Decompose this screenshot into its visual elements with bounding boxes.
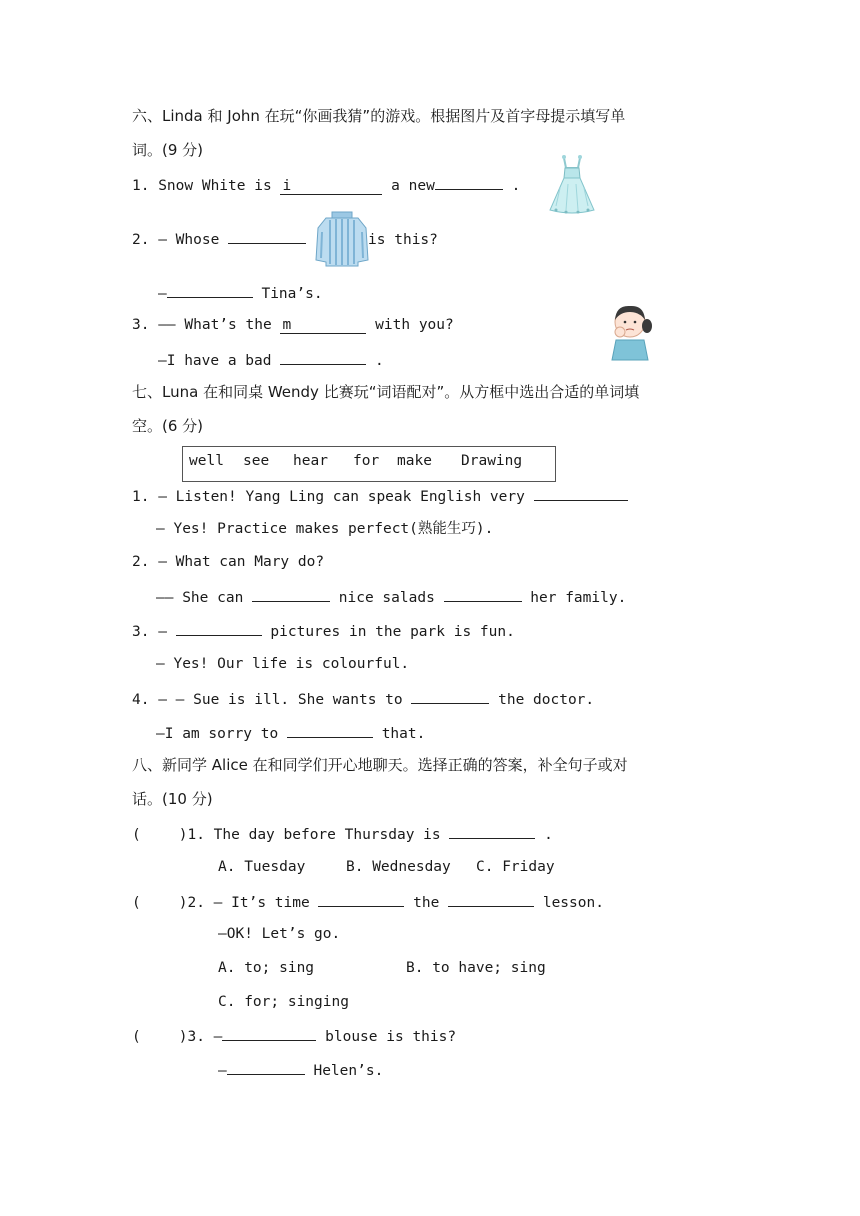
answer-bracket[interactable] — [132, 1029, 179, 1045]
s7-q4-blank2[interactable] — [287, 722, 373, 738]
word-bank-item: Drawing — [461, 453, 523, 469]
q-text: the — [413, 895, 440, 911]
q-number: 2. — [132, 232, 150, 248]
s7-q3-blank[interactable] — [176, 620, 262, 636]
s8-q1-option-b[interactable]: B. Wednesday — [346, 859, 451, 875]
q-text: — Whose — [158, 232, 220, 248]
s8-q2-option-b[interactable]: B. to have; sing — [406, 960, 546, 976]
s6-q1 — [132, 174, 520, 196]
section7-title-line1: 七、Luna 在和同桌 Wendy 比赛玩“词语配对”。从方框中选出合适的单词填 — [132, 383, 640, 401]
s7-q3-reply: — Yes! Our life is colourful. — [156, 656, 410, 672]
q-text: The day before Thursday is — [213, 827, 441, 843]
q-number: )2. — [178, 895, 205, 911]
word-bank-box — [182, 446, 556, 482]
word-bank-item: hear — [293, 453, 328, 469]
bracket-open: ( — [132, 1029, 141, 1045]
s7-q4 — [132, 688, 594, 710]
q-text: — — [158, 286, 167, 302]
s6-q3 — [132, 315, 454, 335]
q-text: — — [158, 624, 167, 640]
s6-q1-blank2[interactable] — [435, 174, 503, 190]
s8-q3-blank2[interactable] — [227, 1059, 305, 1075]
s7-q4-blank1[interactable] — [411, 688, 489, 704]
s8-q3-blank1[interactable] — [222, 1025, 316, 1041]
answer-bracket[interactable] — [132, 827, 179, 843]
q-number: )1. — [178, 827, 205, 843]
bracket-open: ( — [132, 827, 141, 843]
hint-letter: m — [282, 317, 292, 333]
s7-q1-reply: — Yes! Practice makes perfect(熟能生巧). — [156, 521, 494, 537]
section7-title-line2: 空。(6 分) — [132, 417, 204, 435]
girl-toothache-picture — [604, 300, 656, 362]
s7-q3 — [132, 620, 515, 642]
s7-q2-blank1[interactable] — [252, 586, 330, 602]
bracket-open: ( — [132, 895, 141, 911]
q-text: — — [213, 1029, 223, 1045]
q-text: —— She can — [156, 590, 244, 606]
q-text: Helen’s. — [313, 1063, 384, 1079]
s7-q1 — [132, 485, 628, 507]
word-bank-item: make — [397, 453, 432, 469]
word-bank-item: for — [353, 453, 380, 469]
s8-q1-option-a[interactable]: A. Tuesday — [218, 859, 306, 875]
q-text: her family. — [530, 590, 627, 606]
q-text: —I am sorry to — [156, 726, 279, 742]
q-number: 1. — [132, 178, 150, 194]
q-number: 3. — [132, 624, 150, 640]
s8-q2-option-a[interactable]: A. to; sing — [218, 960, 315, 976]
s8-q2 — [132, 891, 604, 913]
s6-q3-blank1[interactable] — [280, 317, 366, 334]
q-number: 3. — [132, 317, 150, 333]
q-text: that. — [381, 726, 426, 742]
s7-q2 — [132, 552, 324, 572]
s7-q2-reply — [156, 586, 626, 608]
q-text: . — [374, 353, 384, 369]
q-number: )3. — [178, 1029, 205, 1045]
q-text: with you? — [375, 317, 454, 333]
s8-q1 — [132, 823, 553, 845]
sweater-picture — [312, 206, 372, 268]
dress-picture — [546, 154, 598, 216]
q-number: 4. — [132, 692, 150, 708]
section8-title-line2: 话。(10 分) — [132, 790, 213, 808]
q-text: — What can Mary do? — [158, 554, 325, 570]
q-text: — — [218, 1063, 227, 1079]
q-text: pictures in the park is fun. — [270, 624, 515, 640]
s6-q2-answer — [158, 282, 323, 304]
q-number: 1. — [132, 489, 150, 505]
q-text: — It’s time — [213, 895, 310, 911]
s8-q2-blank1[interactable] — [318, 891, 404, 907]
q-text: . — [511, 178, 521, 194]
q-text: is this? — [368, 232, 438, 248]
q-text: — — Sue is ill. She wants to — [158, 692, 403, 708]
s8-q3-reply — [218, 1059, 383, 1081]
s8-q3 — [132, 1025, 456, 1047]
q-text: the doctor. — [498, 692, 595, 708]
s8-q2-option-c[interactable]: C. for; singing — [218, 994, 349, 1010]
word-bank-item: well — [189, 453, 224, 469]
s7-q2-blank2[interactable] — [444, 586, 522, 602]
q-text: . — [544, 827, 553, 843]
q-text: a new — [391, 178, 435, 194]
q-text: — Listen! Yang Ling can speak English very — [158, 489, 525, 505]
s6-q1-blank1[interactable] — [280, 178, 382, 195]
s6-q3-blank2[interactable] — [280, 349, 366, 365]
s6-q2-blank1[interactable] — [228, 228, 306, 244]
q-number: 2. — [132, 554, 150, 570]
word-bank-item: see — [243, 453, 270, 469]
s8-q2-reply: —OK! Let’s go. — [218, 926, 341, 942]
q-text: —— What’s the — [158, 317, 272, 333]
s8-q1-option-c[interactable]: C. Friday — [476, 859, 555, 875]
answer-bracket[interactable] — [132, 895, 179, 911]
section6-title-line1: 六、Linda 和 John 在玩“你画我猜”的游戏。根据图片及首字母提示填写单 — [132, 107, 626, 125]
q-text: nice salads — [338, 590, 435, 606]
s7-q1-blank[interactable] — [534, 485, 628, 501]
q-text: blouse is this? — [325, 1029, 457, 1045]
s6-q2-blank2[interactable] — [167, 282, 253, 298]
s8-q2-blank2[interactable] — [448, 891, 534, 907]
section6-title-line2: 词。(9 分) — [132, 141, 204, 159]
s8-q1-blank[interactable] — [449, 823, 535, 839]
q-text: lesson. — [542, 895, 604, 911]
s7-q4-reply — [156, 722, 425, 744]
q-text: Tina’s. — [261, 286, 323, 302]
s6-q3-answer — [158, 349, 384, 371]
section8-title-line1: 八、新同学 Alice 在和同学们开心地聊天。选择正确的答案，补全句子或对 — [132, 756, 628, 774]
q-text: Snow White is — [158, 178, 272, 194]
hint-letter: i — [282, 178, 292, 194]
s6-q2 — [132, 228, 438, 250]
q-text: —I have a bad — [158, 353, 272, 369]
